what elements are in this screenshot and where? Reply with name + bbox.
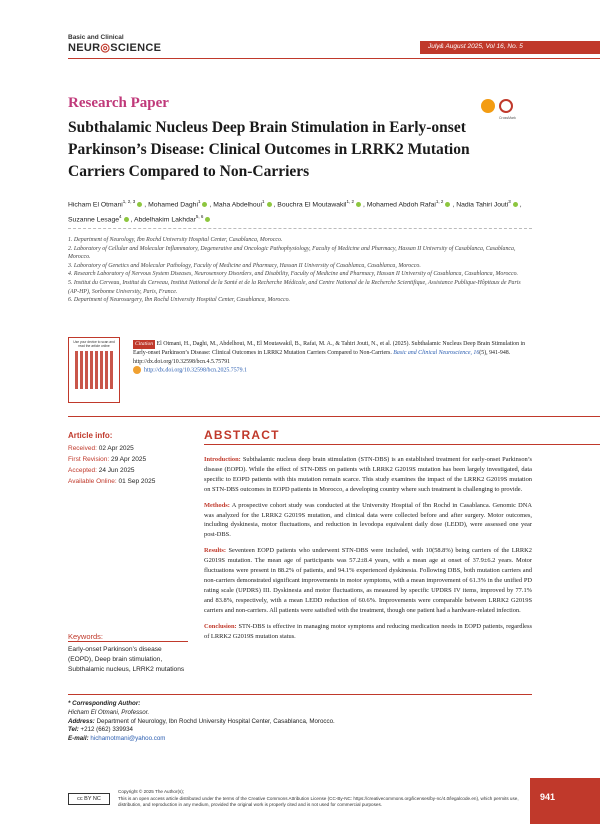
citation-badge: Citation: [135, 341, 154, 347]
affiliation-list: [68, 236, 532, 305]
orcid-icon[interactable]: [205, 217, 210, 222]
orcid-icon[interactable]: [445, 202, 450, 207]
author-affiliation-sup: 1: [197, 199, 201, 204]
affiliation-item: 3. Laboratory of Genetics and Molecular Pathology, Faculty of Medicine and Pharmacy, Hassan II University of Casablanca, Casablanca, Morocco.: [68, 262, 421, 269]
orcid-icon[interactable]: [137, 202, 142, 207]
author-name: Mohamed Abdoh Rafai: [366, 201, 436, 209]
tel-label: Tel:: [68, 726, 79, 734]
journal-name-main: [68, 41, 161, 54]
journal-logo-o: ◎: [100, 42, 111, 54]
orcid-icon[interactable]: [124, 217, 129, 222]
doi-icon: [133, 366, 141, 374]
citation-doi-link[interactable]: http://dx.doi.org/10.32598/bcn.2025.7579.1: [144, 367, 247, 374]
citation-text: El Otmani, H., Daghi, M., Abdelhoui, M., El Moutawakil, B., Rafai, M. A., & Tahiri Jouti, N., et al. (2025). Subthalamic Nucleus Deep Brain Stimulation in Early-onset Parkinson’s Disease: Clinical Outcomes in LRRK2 Mutation Carriers Compared to Non-Carriers.: [133, 341, 526, 356]
author-list: Hicham El Otmani$^{1, 2, 3}$ , Mohamed Daghi$^1$ , Maha Abdelhoui$^1$ , Bouchra El Moutawakil$^{1, 2}$ , Mohamed Abdoh Rafai$^{1, 2}$ , Nadia Tahiri Jouti$^3$ , Suzanne Lesage$^4$ , Abdelhakim Lakhdar$^{5, 6}$: [68, 199, 522, 224]
received-line: [68, 445, 134, 452]
author-name: Abdelhakim Lakhdar: [133, 216, 196, 224]
article-title: Subthalamic Nucleus Deep Brain Stimulation in Early-onset Parkinson’s Disease: Clinical Outcomes in LRRK2 Mutation Carriers Compared to Non-Carriers: [68, 119, 470, 180]
article-info-heading: Article info:: [68, 431, 113, 440]
accepted-date: 24 Jun 2025: [98, 467, 135, 474]
author-affiliation-sup: 1, 2, 3: [122, 199, 136, 204]
affiliation-item: 5. Institut du Cerveau, Institut du Cerveau, Institut National de la Santé et de la Recherche Médicale, and Centre National de la Recherche Scientifique, Assistance Publique-Hôpitaux de Paris (AP-HP), Sorbonne University, Paris, France.: [68, 279, 521, 295]
abstract-conclusion: [204, 622, 532, 642]
corresponding-heading: * Corresponding Author:: [68, 700, 141, 707]
conclusion-text: STN-DBS is effective in managing motor symptoms and reducing medication needs in EOPD patients, regardless of LRRK2 G2019S mutation status.: [204, 622, 532, 640]
abstract-heading: ABSTRACT: [204, 428, 280, 442]
corresponding-name: Hicham El Otmani, Professor.: [68, 708, 150, 716]
corresponding-divider: [68, 694, 532, 695]
email-label: E-mail:: [68, 735, 89, 743]
qr-code-icon[interactable]: [75, 351, 113, 389]
author-name: Bouchra El Moutawakil: [277, 201, 347, 209]
orcid-icon[interactable]: [356, 202, 361, 207]
orcid-icon[interactable]: [267, 202, 272, 207]
section-divider: [68, 416, 600, 417]
online-label: Available Online:: [68, 478, 117, 485]
affiliation-item: 4. Research Laboratory of Nervous System Diseases, Neurosensory Disorders, and Disability, Faculty of Medicine and Pharmacy, Hassan II University of Casablanca, Casablanca, Morocco.: [68, 271, 519, 278]
address-text: Department of Neurology, Ibn Rochd University Hospital Center, Casablanca, Morocco.: [96, 717, 335, 725]
author-affiliation-sup: 3: [508, 199, 511, 204]
journal-name-part-b: SCIENCE: [110, 42, 162, 54]
orcid-icon[interactable]: [202, 202, 207, 207]
introduction-label: Introduction:: [204, 456, 241, 463]
affiliation-item: 2. Laboratory of Cellular and Molecular Inflammatory, Degenerative and Oncologic Pathophysiology, Faculty of Medicine and Pharmacy, Hassan II University of Casablanca, Casablanca, Morocco.: [68, 245, 516, 261]
abstract-body: [204, 455, 532, 647]
methods-label: Methods:: [204, 501, 230, 509]
abstract-methods: [204, 501, 532, 541]
citation-pages[interactable]: (5), 941-948. http://dx.doi.org/10.32598/bcn.4.5.75791: [133, 349, 511, 365]
abstract-results: [204, 546, 532, 615]
citation-journal[interactable]: Basic and Clinical Neuroscience, 16: [393, 349, 480, 356]
abstract-introduction: [204, 455, 532, 495]
crossmark-label: CrossMark: [499, 116, 516, 120]
orcid-icon[interactable]: [513, 202, 518, 207]
tel-text: +212 (662) 339934: [80, 726, 133, 734]
cc-license-icon[interactable]: cc BY NC: [68, 793, 110, 805]
keywords-divider: [68, 641, 188, 642]
keywords-text: Early-onset Parkinson’s disease (EOPD), Deep brain stimulation, Subthalamic nucleus, LRRK2 mutations: [68, 646, 185, 673]
revision-line: [68, 456, 146, 463]
citation-block: [133, 340, 533, 376]
corresponding-author-block: [68, 700, 532, 744]
issue-info: July& August 2025, Vol 16, No. 5: [428, 43, 523, 50]
author-name: Hicham El Otmani: [68, 201, 123, 209]
results-text: Seventeen EOPD patients who underwent STN-DBS were included, with 10(58.8%) being carriers of the LRRK2 G2019S mutation. The mean age of participants was 57.2±8.4 years, with a mean age at onset of 37.9±6.2 years. Motor fluctuations were present in 88.2% of patients, and 94.1% experienced dyskinesia. Following DBS, both mutation carriers and non-carriers demonstrated significant improvements in motor symptoms, with a mean improvement of 61.3% in the unified PD rating scale (UPDRS) III. Dyskinesia and motor fluctuations, as measured by specific UPDRS IV items, improved by 77.1% and 83.8%, respectively, with a mean LEDD reduction of 60.6%. Improvements were comparable between LRRK2 G2019S carriers and non-carriers. All patients were satisfied with the treatment, though one patient had a hardware-related infection.: [204, 547, 532, 614]
methods-text: A prospective cohort study was conducted at the University Hospital of Ibn Rochd in Casablanca. Genomic DNA was analyzed for the LRRK2 G2019S mutation, and clinical data were collected before and after surgery. Motor outcomes, including dyskinesia, motor fluctuations, and reduction in levodopa equivalent daily dose (LEDD), were assessed one year post-DBS.: [204, 501, 532, 539]
accepted-label: Accepted:: [68, 467, 97, 474]
online-line: [68, 478, 155, 485]
received-label: Received:: [68, 445, 97, 452]
revision-date: 29 Apr 2025: [111, 456, 147, 463]
accepted-line: [68, 467, 135, 474]
author-name: Suzanne Lesage: [68, 216, 120, 224]
qr-caption: Use your device to scan and read the article online: [73, 340, 115, 348]
conclusion-label: Conclusion:: [204, 622, 237, 630]
keywords-heading: Keywords:: [68, 632, 104, 641]
author-affiliation-sup: 1, 2: [346, 199, 354, 204]
section-label: Research Paper: [68, 95, 169, 111]
abstract-divider: [204, 444, 600, 445]
email-link[interactable]: hichamotmani@yahoo.com: [90, 735, 166, 743]
received-date: 02 Apr 2025: [98, 445, 134, 452]
crossmark-icon[interactable]: [499, 99, 513, 113]
author-affiliation-sup: 5, 6: [195, 214, 204, 220]
introduction-text: Subthalamic nucleus deep brain stimulation (STN-DBS) is an established treatment for early-onset Parkinson’s disease (EOPD). While the effect of STN-DBS on patients with LRRK2 G2019S mutation has been largely investigated, data specific to EOPD patients with this mutation remain scarce. This study examines the impact of the LRRK2 G2019S mutation on STN-DBS outcomes in EOPD patients in Morocco, a developing country where such treatment is challenging to provide.: [204, 456, 532, 493]
open-access-icon[interactable]: [481, 99, 495, 113]
author-affiliation-sup: 1: [262, 199, 265, 204]
affiliation-item: 6. Department of Neurosurgery, Ibn Rochd University Hospital Center, Casablanca, Morocco.: [68, 297, 291, 304]
journal-name-top: Basic and Clinical: [68, 34, 124, 41]
online-date: 01 Sep 2025: [118, 478, 156, 485]
journal-name-part-a: NEUR: [68, 42, 101, 54]
author-name: Maha Abdelhoui: [213, 201, 262, 209]
author-name: Nadia Tahiri Jouti: [456, 201, 509, 209]
author-name: Mohamed Daghi: [148, 201, 198, 209]
license-text: This is an open access article distributed under the terms of the Creative Commons Attribution License (CC-By-NC: https://creativecommons.org/licenses/by-nc/4.0/legalcode.en), which permits use, distribution, and reproduction in any medium, provided the original work is properly cited and is not used for commercial purposes.: [118, 795, 519, 808]
revision-label: First Revision:: [68, 456, 110, 463]
affiliation-divider: [68, 228, 532, 229]
author-affiliation-sup: 1, 2: [435, 199, 444, 204]
address-label: Address:: [68, 717, 95, 725]
affiliation-item: 1. Department of Neurology, Ibn Rochd University Hospital Center, Casablanca, Morocco.: [68, 237, 283, 243]
copyright-text: Copyright © 2025 The Author(s);: [118, 789, 185, 794]
page-number: 941: [540, 792, 556, 802]
author-affiliation-sup: 4: [119, 214, 122, 220]
license-block: [118, 789, 538, 809]
results-label: Results:: [204, 547, 227, 555]
header-divider: [68, 58, 600, 59]
